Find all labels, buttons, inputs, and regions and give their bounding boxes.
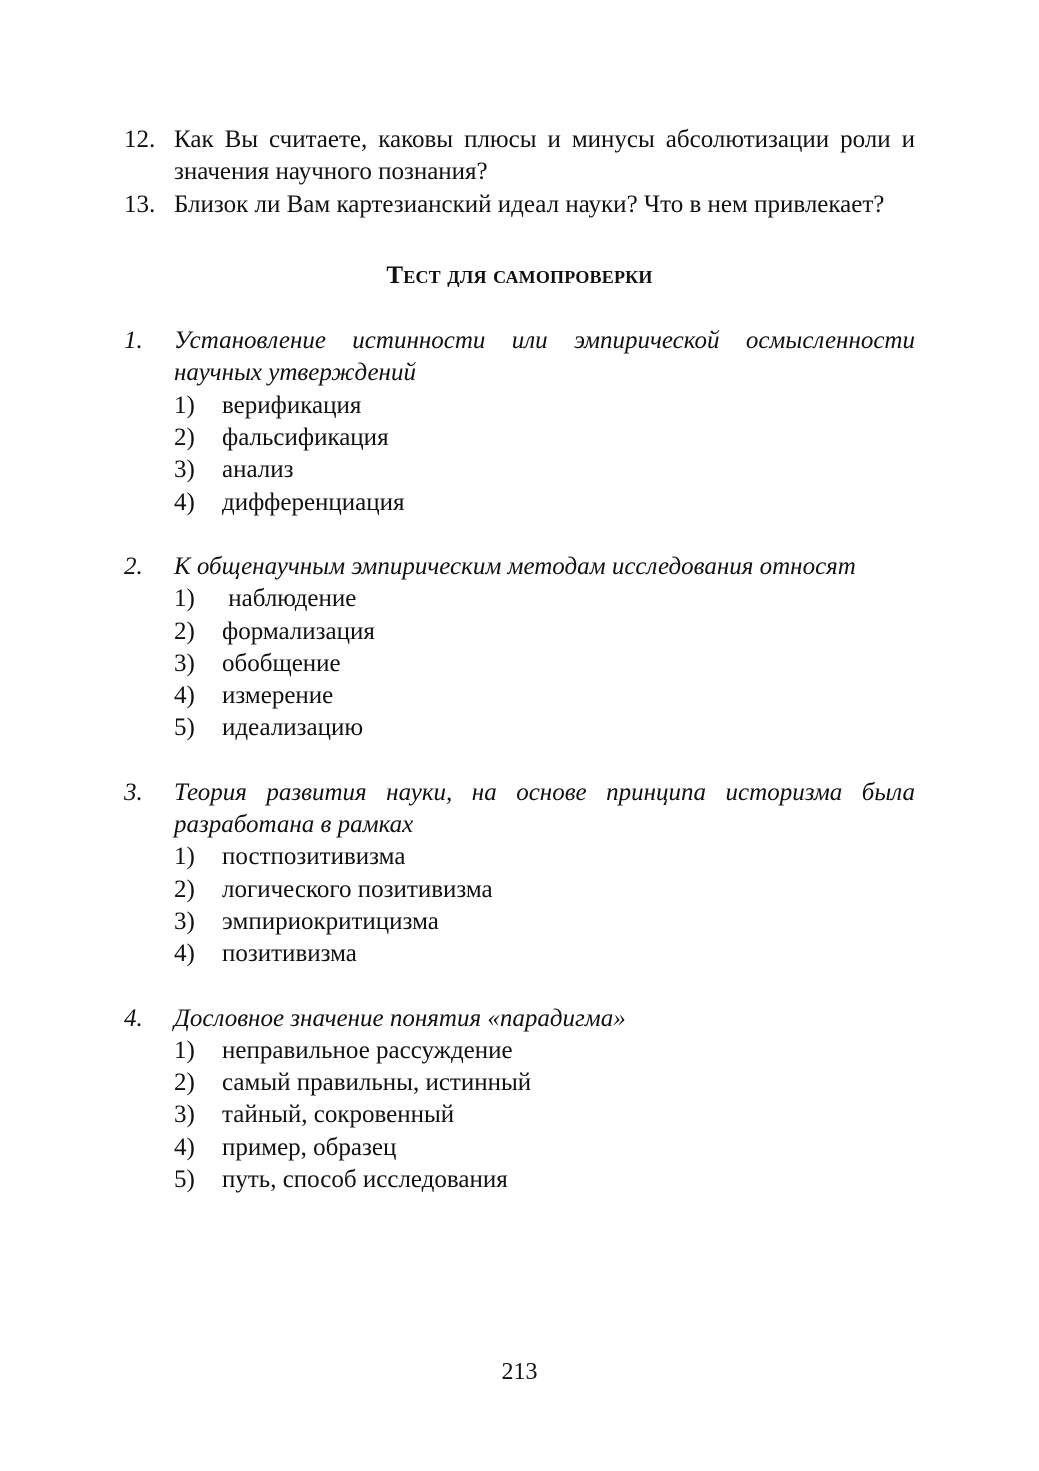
answer-option-text: неправильное рассуждение (222, 1036, 513, 1064)
answer-option (174, 422, 915, 454)
test-title: Тест для самопроверки (386, 261, 653, 289)
test-question-head (124, 1003, 915, 1035)
answer-option (174, 487, 915, 519)
test-question (124, 325, 915, 519)
discussion-question-text: Близок ли Вам картезианский идеал науки? Что в нем привлекает? (174, 190, 885, 218)
discussion-question-text: Как Вы считаете, каковы плюсы и минусы абсолютизации роли и значения научного познания? (174, 126, 915, 186)
test-question-number: 3. (124, 778, 143, 806)
test-question-head (124, 325, 915, 390)
answer-option-number: 2) (174, 617, 195, 645)
page-content (124, 124, 915, 1196)
answer-option (174, 390, 915, 422)
answer-option (174, 1164, 915, 1196)
discussion-question (124, 124, 915, 189)
test-question-text: Дословное значение понятия «парадигма» (174, 1004, 626, 1032)
test-question-number: 2. (124, 552, 143, 580)
answer-option-text: постпозитивизма (222, 843, 406, 871)
test-question (124, 551, 915, 745)
answer-option-number: 2) (174, 875, 195, 903)
test-question-text: Теория развития науки, на основе принципа историзма была разработана в рамках (174, 778, 915, 839)
answer-option-text: фальсификация (222, 424, 389, 452)
answer-option-text: логического позитивизма (222, 875, 493, 903)
answer-option (174, 680, 915, 712)
answer-options (174, 1035, 915, 1196)
answer-option-number: 1) (174, 1036, 195, 1064)
discussion-question-number: 12. (124, 126, 156, 153)
answer-option-text: наблюдение (222, 585, 357, 613)
answer-options (174, 390, 915, 519)
answer-option-text: пример, образец (222, 1133, 397, 1161)
answer-option-text: дифференциация (222, 488, 405, 516)
test-question-head (124, 551, 915, 583)
answer-option (174, 616, 915, 648)
test-question-text: Установление истинности или эмпирической осмысленности научных утверждений (174, 327, 915, 387)
answer-option-text: позитивизма (222, 940, 357, 968)
answer-option (174, 454, 915, 486)
answer-option-number: 5) (174, 714, 195, 742)
answer-option-text: самый правильны, истинный (222, 1069, 532, 1097)
answer-option-number: 1) (174, 391, 195, 419)
answer-option-number: 4) (174, 488, 195, 516)
answer-option (174, 1035, 915, 1067)
answer-option-number: 3) (174, 649, 195, 677)
answer-option (174, 1132, 915, 1164)
answer-option-number: 4) (174, 1133, 195, 1161)
answer-option-text: путь, способ исследования (222, 1166, 508, 1194)
test-question (124, 1003, 915, 1197)
test-questions (124, 325, 915, 1196)
answer-option-text: верификация (222, 391, 362, 419)
answer-option-text: тайный, сокровенный (222, 1101, 455, 1129)
answer-option-text: идеализацию (222, 714, 364, 742)
answer-option (174, 841, 915, 873)
discussion-question (124, 189, 915, 221)
answer-options (174, 583, 915, 744)
page-number: 213 (501, 1359, 538, 1385)
answer-options (174, 841, 915, 970)
answer-option-text: анализ (222, 456, 294, 484)
discussion-questions (124, 124, 915, 221)
answer-option-text: обобщение (222, 649, 341, 677)
answer-option (174, 648, 915, 680)
discussion-question-number: 13. (124, 190, 156, 218)
answer-option-number: 3) (174, 456, 195, 484)
answer-option-number: 5) (174, 1166, 195, 1194)
answer-option (174, 583, 915, 615)
answer-option (174, 1099, 915, 1131)
answer-option-number: 1) (174, 843, 195, 871)
answer-option-number: 3) (174, 907, 195, 935)
answer-option-text: измерение (222, 682, 334, 710)
answer-option-number: 2) (174, 424, 195, 452)
answer-option-text: эмпириокритицизма (222, 907, 439, 935)
test-question (124, 777, 915, 971)
test-question-number: 4. (124, 1004, 143, 1032)
answer-option (174, 938, 915, 970)
answer-option-number: 4) (174, 682, 195, 710)
answer-option-number: 2) (174, 1069, 195, 1097)
test-question-number: 1. (124, 327, 143, 355)
test-question-text: К общенаучным эмпирическим методам исследования относят (174, 552, 856, 580)
answer-option-text: формализация (222, 617, 375, 645)
answer-option (174, 712, 915, 744)
answer-option (174, 874, 915, 906)
answer-option (174, 906, 915, 938)
test-question-head (124, 777, 915, 842)
answer-option-number: 4) (174, 940, 195, 968)
answer-option (174, 1067, 915, 1099)
answer-option-number: 1) (174, 585, 195, 613)
answer-option-number: 3) (174, 1101, 195, 1129)
